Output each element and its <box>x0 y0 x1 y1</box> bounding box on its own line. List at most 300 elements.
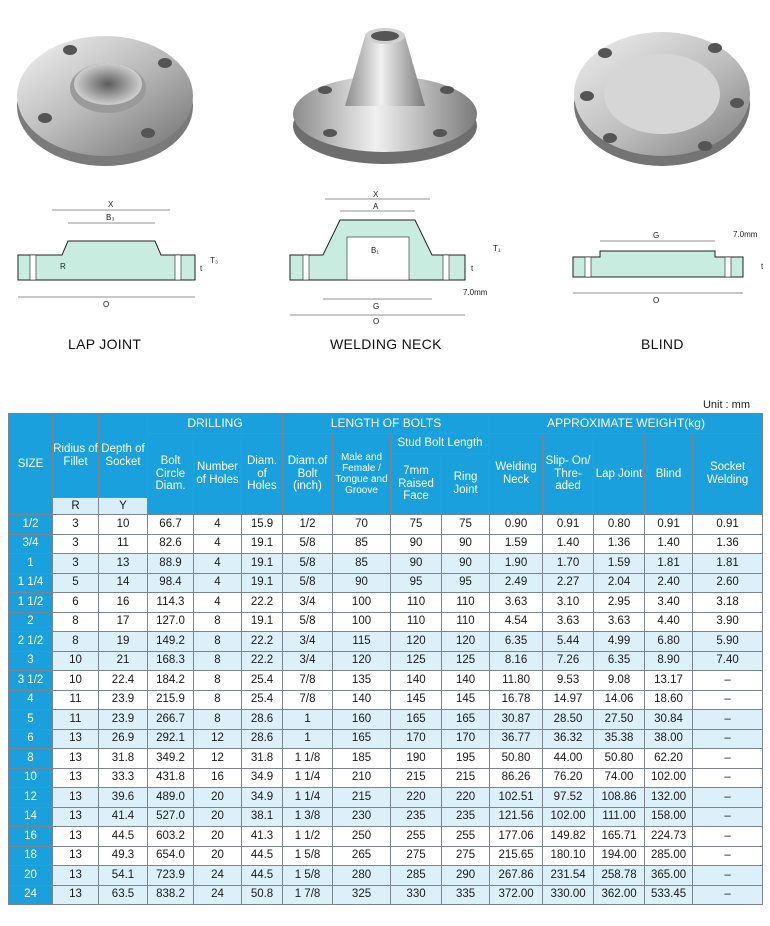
col-ring-joint: Ring Joint <box>442 454 490 515</box>
table-cell: 41.3 <box>242 827 283 847</box>
table-row <box>9 651 763 671</box>
table-cell: 110 <box>442 593 490 613</box>
col-num-holes: Number of Holes <box>194 434 242 515</box>
table-cell: 110 <box>391 593 442 613</box>
caption-blind: BLIND <box>641 336 684 352</box>
table-cell: 7/8 <box>283 671 333 691</box>
blind-photo <box>565 8 760 173</box>
table-cell: 1.70 <box>543 554 594 574</box>
table-row <box>9 671 763 691</box>
table-cell: 4 <box>194 554 242 574</box>
table-cell: 5/8 <box>283 573 333 593</box>
wn-a-label: A <box>373 202 379 211</box>
table-cell: 11 <box>99 534 148 554</box>
table-cell: 120 <box>442 632 490 652</box>
table-cell: 1.59 <box>490 534 543 554</box>
table-cell: 4.99 <box>594 632 645 652</box>
table-cell: 13 <box>53 749 99 769</box>
table-cell: 1.81 <box>693 554 763 574</box>
wn-t1-label: T₁ <box>493 244 501 253</box>
table-cell: 14 <box>99 573 148 593</box>
col-r-symbol: R <box>53 498 99 515</box>
table-cell: 17 <box>99 612 148 632</box>
table-cell: 220 <box>391 788 442 808</box>
table-cell: 1.36 <box>693 534 763 554</box>
table-cell: 3.63 <box>543 612 594 632</box>
bl-t-label: t <box>761 262 764 271</box>
table-cell: 3.63 <box>594 612 645 632</box>
table-cell: 0.91 <box>543 515 594 535</box>
table-cell: 3/4 <box>283 651 333 671</box>
table-cell: 14.97 <box>543 690 594 710</box>
table-cell: 120 <box>333 651 391 671</box>
table-cell: 12 <box>194 729 242 749</box>
table-cell: 190 <box>391 749 442 769</box>
table-cell: 90 <box>391 554 442 574</box>
table-cell: 13 <box>53 827 99 847</box>
table-cell: 489.0 <box>148 788 194 808</box>
col-bolt-circle: Bolt Circle Diam. <box>148 434 194 515</box>
table-cell: 8.16 <box>490 651 543 671</box>
table-cell: 258.78 <box>594 866 645 886</box>
table-cell: 8.90 <box>645 651 693 671</box>
table-cell: 120 <box>391 632 442 652</box>
table-cell: 50.80 <box>594 749 645 769</box>
size-cell: 24 <box>9 885 53 905</box>
table-cell: 102.00 <box>645 768 693 788</box>
table-row <box>9 749 763 769</box>
table-cell: 1.36 <box>594 534 645 554</box>
table-cell: 13.17 <box>645 671 693 691</box>
table-cell: 3/4 <box>283 632 333 652</box>
table-cell: 1 <box>283 710 333 730</box>
table-cell: 15.9 <box>242 515 283 535</box>
table-cell: 100 <box>333 612 391 632</box>
table-cell: 184.2 <box>148 671 194 691</box>
table-cell: 102.51 <box>490 788 543 808</box>
table-cell: 13 <box>53 729 99 749</box>
table-cell: 8 <box>53 632 99 652</box>
welding-neck-photo <box>285 8 485 173</box>
lj-o-label: O <box>103 300 110 309</box>
table-cell: 7/8 <box>283 690 333 710</box>
technical-drawings <box>0 185 770 325</box>
table-body <box>9 515 763 905</box>
table-cell: 7.26 <box>543 651 594 671</box>
table-cell: 28.50 <box>543 710 594 730</box>
table-cell: 100 <box>333 593 391 613</box>
table-cell: 22.4 <box>99 671 148 691</box>
table-cell: 5/8 <box>283 612 333 632</box>
table-cell: 140 <box>391 671 442 691</box>
table-cell: 8 <box>194 632 242 652</box>
table-cell: 54.1 <box>99 866 148 886</box>
table-cell: 285 <box>391 866 442 886</box>
col-welding-neck: Welding Neck <box>490 434 543 515</box>
size-cell: 18 <box>9 846 53 866</box>
table-cell: 165 <box>333 729 391 749</box>
table-cell: 25.4 <box>242 671 283 691</box>
table-cell: 25.4 <box>242 690 283 710</box>
table-cell: 723.9 <box>148 866 194 886</box>
table-cell: 215 <box>391 768 442 788</box>
table-cell: 220 <box>442 788 490 808</box>
table-cell: 2.49 <box>490 573 543 593</box>
table-cell: 66.7 <box>148 515 194 535</box>
table-cell: 2.04 <box>594 573 645 593</box>
table-cell: 3.63 <box>490 593 543 613</box>
group-length-bolts: LENGTH OF BOLTS <box>283 414 490 434</box>
table-cell: 185 <box>333 749 391 769</box>
table-cell: 7.40 <box>693 651 763 671</box>
col-socket-welding: Socket Welding <box>693 434 763 515</box>
table-cell: 1/2 <box>283 515 333 535</box>
table-cell: 1.40 <box>645 534 693 554</box>
table-cell: 31.8 <box>242 749 283 769</box>
col-lap-joint: Lap Joint <box>594 434 645 515</box>
table-cell: 28.6 <box>242 729 283 749</box>
table-cell: 110 <box>442 612 490 632</box>
wn-face-label: 7.0mm <box>463 288 488 297</box>
table-cell: – <box>693 690 763 710</box>
table-cell: 90 <box>442 554 490 574</box>
table-cell: 10 <box>53 671 99 691</box>
table-cell: 35.38 <box>594 729 645 749</box>
size-cell: 3 <box>9 651 53 671</box>
table-cell: 224.73 <box>645 827 693 847</box>
table-row <box>9 846 763 866</box>
table-row <box>9 593 763 613</box>
table-cell: 111.00 <box>594 807 645 827</box>
table-cell: 86.26 <box>490 768 543 788</box>
table-cell: 3.10 <box>543 593 594 613</box>
table-cell: 0.91 <box>645 515 693 535</box>
table-cell: 1.81 <box>645 554 693 574</box>
table-cell: 1 1/4 <box>283 788 333 808</box>
table-cell: 140 <box>442 671 490 691</box>
table-row <box>9 515 763 535</box>
table-cell: 76.20 <box>543 768 594 788</box>
table-cell: – <box>693 807 763 827</box>
table-cell: 8 <box>194 651 242 671</box>
table-cell: 165 <box>442 710 490 730</box>
table-cell: 1.40 <box>543 534 594 554</box>
col-raised-face: 7mm Raised Face <box>391 454 442 515</box>
flange-spec-table <box>8 413 763 905</box>
table-cell: 44.5 <box>242 846 283 866</box>
table-cell: 36.32 <box>543 729 594 749</box>
table-cell: 82.6 <box>148 534 194 554</box>
table-cell: 16.78 <box>490 690 543 710</box>
table-cell: 23.9 <box>99 710 148 730</box>
table-cell: 10 <box>99 515 148 535</box>
table-cell: 34.9 <box>242 768 283 788</box>
caption-welding-neck: WELDING NECK <box>330 336 442 352</box>
table-cell: 28.6 <box>242 710 283 730</box>
table-cell: 13 <box>99 554 148 574</box>
table-cell: 8 <box>194 612 242 632</box>
lap-joint-photo <box>10 8 200 173</box>
table-cell: – <box>693 885 763 905</box>
flange-photos <box>0 0 770 175</box>
table-cell: 63.5 <box>99 885 148 905</box>
table-cell: 90 <box>333 573 391 593</box>
lj-t-label: t <box>200 264 203 273</box>
table-cell: 2.60 <box>693 573 763 593</box>
table-cell: 838.2 <box>148 885 194 905</box>
table-row <box>9 807 763 827</box>
table-cell: 115 <box>333 632 391 652</box>
blind-drawing <box>565 185 770 315</box>
col-blind: Blind <box>645 434 693 515</box>
table-cell: 210 <box>333 768 391 788</box>
table-cell: – <box>693 768 763 788</box>
table-cell: 26.9 <box>99 729 148 749</box>
table-cell: 292.1 <box>148 729 194 749</box>
col-radius: Ridius of Fillet <box>53 414 99 498</box>
size-cell: 14 <box>9 807 53 827</box>
table-cell: 75 <box>442 515 490 535</box>
table-cell: 24 <box>194 885 242 905</box>
table-cell: 8 <box>53 612 99 632</box>
table-cell: 177.06 <box>490 827 543 847</box>
table-cell: 266.7 <box>148 710 194 730</box>
table-row <box>9 690 763 710</box>
lj-x-label: X <box>108 200 114 209</box>
table-cell: 22.2 <box>242 593 283 613</box>
unit-label: Unit : mm <box>702 399 750 411</box>
table-cell: 10 <box>53 651 99 671</box>
table-cell: 1 1/2 <box>283 827 333 847</box>
table-cell: 14.06 <box>594 690 645 710</box>
table-cell: 62.20 <box>645 749 693 769</box>
table-cell: 285.00 <box>645 846 693 866</box>
table-cell: 41.4 <box>99 807 148 827</box>
table-cell: 160 <box>333 710 391 730</box>
table-cell: 533.45 <box>645 885 693 905</box>
bl-o-label: O <box>653 296 660 305</box>
col-size: SIZE <box>9 414 53 515</box>
table-cell: 255 <box>391 827 442 847</box>
table-cell: 603.2 <box>148 827 194 847</box>
table-cell: 215 <box>333 788 391 808</box>
table-cell: 85 <box>333 554 391 574</box>
table-cell: 431.8 <box>148 768 194 788</box>
table-cell: – <box>693 866 763 886</box>
table-cell: 36.77 <box>490 729 543 749</box>
table-cell: 127.0 <box>148 612 194 632</box>
size-cell: 2 1/2 <box>9 632 53 652</box>
table-cell: – <box>693 788 763 808</box>
table-cell: 13 <box>53 768 99 788</box>
table-cell: 24 <box>194 866 242 886</box>
table-cell: 215 <box>442 768 490 788</box>
table-cell: 16 <box>99 593 148 613</box>
size-cell: 3/4 <box>9 534 53 554</box>
table-row <box>9 534 763 554</box>
table-cell: 1 1/4 <box>283 768 333 788</box>
table-cell: 20 <box>194 788 242 808</box>
table-cell: 11 <box>53 690 99 710</box>
table-cell: 3 <box>53 515 99 535</box>
bl-g-label: G <box>653 231 660 240</box>
table-cell: 265 <box>333 846 391 866</box>
table-cell: 20 <box>194 846 242 866</box>
table-cell: – <box>693 729 763 749</box>
bl-face-label: 7.0mm <box>733 230 758 239</box>
size-cell: 6 <box>9 729 53 749</box>
table-cell: 230 <box>333 807 391 827</box>
table-cell: – <box>693 846 763 866</box>
welding-neck-drawing <box>285 185 515 325</box>
table-cell: 97.52 <box>543 788 594 808</box>
table-cell: 30.87 <box>490 710 543 730</box>
table-cell: 9.08 <box>594 671 645 691</box>
size-cell: 1 <box>9 554 53 574</box>
table-cell: 3.90 <box>693 612 763 632</box>
table-cell: 98.4 <box>148 573 194 593</box>
wn-t-label: t <box>471 264 474 273</box>
table-cell: 149.2 <box>148 632 194 652</box>
table-cell: 235 <box>391 807 442 827</box>
size-cell: 16 <box>9 827 53 847</box>
group-stud-bolt: Stud Bolt Length <box>391 434 490 454</box>
table-row <box>9 885 763 905</box>
table-cell: 70 <box>333 515 391 535</box>
table-cell: 5/8 <box>283 534 333 554</box>
table-cell: 50.80 <box>490 749 543 769</box>
col-y-symbol: Y <box>99 498 148 515</box>
table-cell: 11 <box>53 710 99 730</box>
table-cell: 4 <box>194 573 242 593</box>
table-cell: 125 <box>391 651 442 671</box>
table-cell: 527.0 <box>148 807 194 827</box>
table-cell: 8 <box>194 690 242 710</box>
table-cell: 1 1/8 <box>283 749 333 769</box>
wn-g-label: G <box>373 302 380 311</box>
table-cell: 365.00 <box>645 866 693 886</box>
col-slip-on: Slip- On/ Thre- aded <box>543 434 594 515</box>
table-cell: 44.5 <box>99 827 148 847</box>
lj-r-label: R <box>60 262 66 271</box>
table-cell: 4 <box>194 515 242 535</box>
table-cell: 8 <box>194 710 242 730</box>
table-cell: 349.2 <box>148 749 194 769</box>
table-cell: 75 <box>391 515 442 535</box>
table-cell: 1 <box>283 729 333 749</box>
table-cell: 1 3/8 <box>283 807 333 827</box>
table-cell: 0.80 <box>594 515 645 535</box>
table-cell: 49.3 <box>99 846 148 866</box>
table-cell: 13 <box>53 885 99 905</box>
table-cell: 23.9 <box>99 690 148 710</box>
table-cell: 95 <box>391 573 442 593</box>
table-cell: 145 <box>391 690 442 710</box>
table-cell: 165 <box>391 710 442 730</box>
table-cell: 19.1 <box>242 554 283 574</box>
table-cell: 654.0 <box>148 846 194 866</box>
table-cell: 195 <box>442 749 490 769</box>
table-cell: 13 <box>53 788 99 808</box>
table-cell: 165.71 <box>594 827 645 847</box>
table-cell: 1 5/8 <box>283 866 333 886</box>
table-cell: 31.8 <box>99 749 148 769</box>
size-cell: 1 1/4 <box>9 573 53 593</box>
table-cell: 170 <box>391 729 442 749</box>
lj-t3-label: T₃ <box>210 256 219 265</box>
table-cell: 19 <box>99 632 148 652</box>
table-cell: 34.9 <box>242 788 283 808</box>
table-cell: 132.00 <box>645 788 693 808</box>
table-cell: – <box>693 749 763 769</box>
table-cell: 110 <box>391 612 442 632</box>
caption-lap-joint: LAP JOINT <box>68 336 142 352</box>
table-row <box>9 788 763 808</box>
table-cell: 4.54 <box>490 612 543 632</box>
table-cell: 18.60 <box>645 690 693 710</box>
table-cell: 275 <box>391 846 442 866</box>
table-cell: 5.44 <box>543 632 594 652</box>
table-row <box>9 729 763 749</box>
table-cell: 158.00 <box>645 807 693 827</box>
table-cell: 90 <box>442 534 490 554</box>
table-cell: 11.80 <box>490 671 543 691</box>
table-cell: 21 <box>99 651 148 671</box>
table-cell: 19.1 <box>242 573 283 593</box>
table-cell: 13 <box>53 846 99 866</box>
size-cell: 1 1/2 <box>9 593 53 613</box>
table-cell: 6.80 <box>645 632 693 652</box>
table-cell: 135 <box>333 671 391 691</box>
wn-x-label: X <box>373 190 379 199</box>
table-cell: – <box>693 671 763 691</box>
table-cell: 1.59 <box>594 554 645 574</box>
table-cell: 140 <box>333 690 391 710</box>
size-cell: 1/2 <box>9 515 53 535</box>
table-cell: 38.1 <box>242 807 283 827</box>
group-approx-weight: APPROXIMATE WEIGHT(kg) <box>490 414 763 434</box>
table-cell: 194.00 <box>594 846 645 866</box>
wn-o-label: O <box>373 317 380 325</box>
table-cell: 1 7/8 <box>283 885 333 905</box>
table-cell: 85 <box>333 534 391 554</box>
table-cell: 215.65 <box>490 846 543 866</box>
table-cell: 16 <box>194 768 242 788</box>
size-cell: 8 <box>9 749 53 769</box>
table-cell: 4 <box>194 534 242 554</box>
lap-joint-drawing <box>10 185 220 315</box>
table-cell: 22.2 <box>242 651 283 671</box>
table-cell: 1 5/8 <box>283 846 333 866</box>
size-cell: 10 <box>9 768 53 788</box>
table-row <box>9 710 763 730</box>
table-cell: 6.35 <box>490 632 543 652</box>
table-row <box>9 632 763 652</box>
table-cell: 3 <box>53 554 99 574</box>
table-cell: 145 <box>442 690 490 710</box>
table-cell: 19.1 <box>242 534 283 554</box>
table-cell: 3.40 <box>645 593 693 613</box>
table-cell: 235 <box>442 807 490 827</box>
table-cell: 180.10 <box>543 846 594 866</box>
table-cell: 290 <box>442 866 490 886</box>
group-drilling: DRILLING <box>148 414 283 434</box>
table-cell: 6.35 <box>594 651 645 671</box>
size-cell: 5 <box>9 710 53 730</box>
table-cell: 325 <box>333 885 391 905</box>
table-cell: 13 <box>53 866 99 886</box>
table-cell: 4.40 <box>645 612 693 632</box>
